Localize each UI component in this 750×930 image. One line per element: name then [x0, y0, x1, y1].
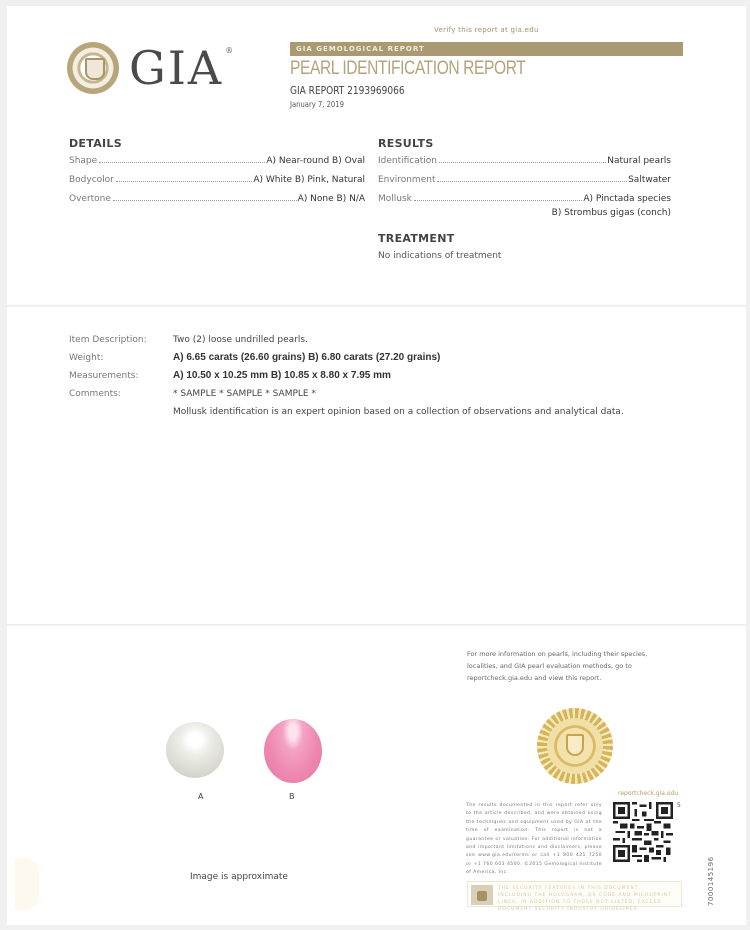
more-info-text: For more information on pearls, including their species, localities, and GIA pearl evaluation methods, go to reportcheck.gia.edu and view this report. [467, 650, 648, 682]
gia-logo [67, 42, 233, 94]
details-row-bodycolor [69, 175, 365, 185]
security-text: THE SECURITY FEATURES IN THIS DOCUMENT, INCLUDING THE HOLOGRAM, QR CODE AND MICROPRINT LINES, IN ADDITION TO THOSE NOT LISTED, EXCEED DOCUMENT SECURITY INDUSTRY GUIDELINES. [498, 886, 673, 912]
details-heading: DETAILS [69, 137, 122, 150]
report-page [7, 6, 746, 925]
results-row-mollusk [378, 194, 671, 204]
reportcheck-link[interactable]: reportcheck.gia.edu [618, 790, 679, 797]
results-row-identification [378, 156, 671, 166]
comments-value: * SAMPLE * SAMPLE * SAMPLE * [173, 389, 316, 399]
row-value: A) None B) N/A [297, 194, 365, 204]
row-label: Bodycolor [69, 175, 114, 185]
pearl-a-label: A [198, 792, 204, 801]
item-description-label: Item Description: [69, 335, 147, 345]
row-label: Identification [378, 156, 438, 166]
verify-link[interactable]: Verify this report at gia.edu [434, 26, 539, 34]
pearl-b-image [264, 719, 322, 783]
item-description-value: Two (2) loose undrilled pearls. [173, 335, 308, 345]
fold-line [7, 624, 746, 626]
gia-seal-icon [67, 42, 119, 94]
weight-value: A) 6.65 carats (26.60 grains) B) 6.80 carats (27.20 grains) [173, 352, 441, 363]
qr-suffix: 5 [677, 802, 681, 809]
details-row-overtone [69, 194, 365, 204]
hologram-tag [15, 858, 39, 910]
serial-number: 7000145196 [707, 856, 715, 906]
comments-label: Comments: [69, 389, 121, 399]
row-label: Overtone [69, 194, 111, 204]
row-label: Environment [378, 175, 436, 185]
report-title: PEARL IDENTIFICATION REPORT [290, 58, 526, 79]
row-value: A) Near-round B) Oval [266, 156, 365, 166]
results-mollusk-b: B) Strombus gigas (conch) [551, 208, 671, 218]
results-row-environment [378, 175, 671, 185]
fold-line [7, 305, 746, 307]
row-value: A) White B) Pink, Natural [253, 175, 365, 185]
row-value: A) Pinctada species [583, 194, 671, 204]
report-date: January 7, 2019 [290, 100, 344, 109]
logo-text: GIA [129, 41, 224, 95]
report-type-bar: GIA GEMOLOGICAL REPORT [290, 42, 683, 56]
details-row-shape [69, 156, 365, 166]
row-value: Saltwater [628, 175, 671, 185]
pearl-a-image [166, 722, 224, 778]
measurements-label: Measurements: [69, 371, 139, 381]
lock-icon [471, 885, 493, 905]
weight-label: Weight: [69, 353, 104, 363]
report-number: GIA REPORT 2193969066 [290, 84, 405, 97]
row-label: Mollusk [378, 194, 412, 204]
image-approximate-caption: Image is approximate [190, 872, 288, 882]
comments-value-2: Mollusk identification is an expert opinion based on a collection of observations and analytical data. [173, 407, 624, 417]
row-value: Natural pearls [607, 156, 671, 166]
qr-code-icon[interactable] [613, 802, 673, 862]
security-notice [467, 881, 682, 912]
pearl-b-label: B [289, 792, 295, 801]
legal-disclaimer: The results documented in this report refer only to the article described, and were obtained using the techniques and equipment used by GIA at the time of examination. This report is not a guarantee or valuation. For additional information and important limitations and disclaimers, please see www.gia.edu/terms or call +1 800 421 7250 or +1 760 603 4500. ©2015 Gemological Institute of America, Inc. [466, 803, 602, 876]
gold-seal-icon [537, 708, 613, 784]
registered-mark: ® [225, 46, 234, 55]
row-label: Shape [69, 156, 98, 166]
treatment-text: No indications of treatment [378, 251, 502, 261]
results-heading: RESULTS [378, 137, 434, 150]
measurements-value: A) 10.50 x 10.25 mm B) 10.85 x 8.80 x 7.95 mm [173, 370, 391, 381]
treatment-heading: TREATMENT [378, 232, 455, 245]
